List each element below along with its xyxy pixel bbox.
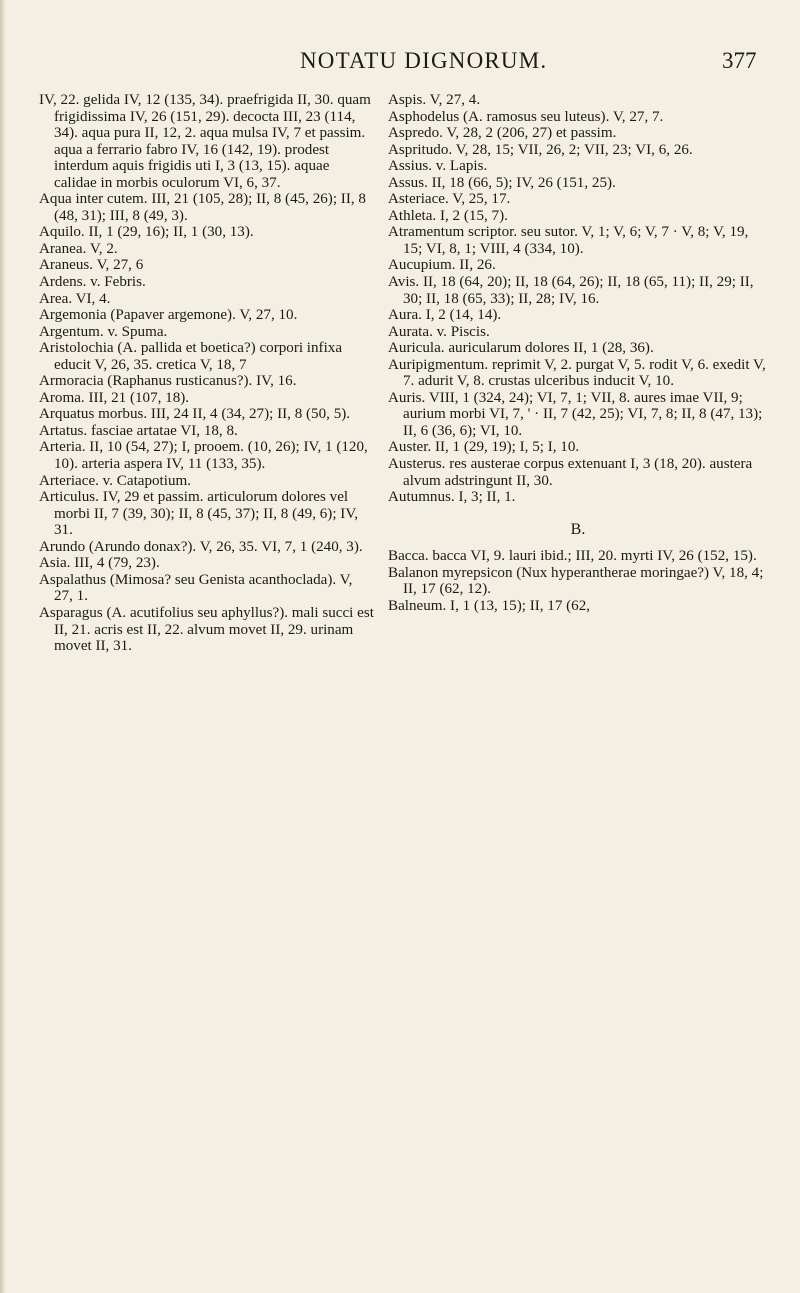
index-entry: Asparagus (A. acutifolius seu aphyllus?). mali succi est II, 21. acris est II, 22. alvum movet II, 29. urinam movet II, 31. <box>39 604 374 655</box>
index-entry: Aucupium. II, 26. <box>388 257 496 274</box>
index-entry: Arundo (Arundo donax?). V, 26, 35. VI, 7, 1 (240, 3). <box>39 538 363 555</box>
index-entry: Auster. II, 1 (29, 19); I, 5; I, 10. <box>388 439 580 456</box>
index-entry: Area. VI, 4. <box>39 290 111 307</box>
left-column <box>39 92 375 655</box>
index-entry: Aranea. V, 2. <box>39 240 118 257</box>
index-entry: Argentum. v. Spuma. <box>39 323 168 340</box>
index-entry: IV, 22. gelida IV, 12 (135, 34). praefrigida II, 30. quam frigidissima IV, 26 (151, 29). decocta III, 23 (114, 34). aqua pura II, 12, 2. aqua mulsa IV, 7 et passim. aqua a ferrario fabro IV, 16 (142, 19). prodest interdum aquis frigidis uti I, 3 (13, 15). aquae calidae in morbis oculorum VI, 6, 37. <box>39 92 371 191</box>
index-entry: Asteriace. V, 25, 17. <box>388 191 511 208</box>
index-entry: Articulus. IV, 29 et passim. articulorum dolores vel morbi II, 7 (39, 30); II, 8 (45, 37); II, 8 (49, 6); IV, 31. <box>39 489 359 539</box>
index-entry: Autumnus. I, 3; II, 1. <box>388 489 516 506</box>
index-entry: Balanon myrepsicon (Nux hyperantherae moringae?) V, 18, 4; II, 17 (62, 12). <box>388 564 764 598</box>
index-entry: Aspis. V, 27, 4. <box>388 92 481 108</box>
section-heading-b: B. <box>570 520 586 538</box>
index-entry: Auripigmentum. reprimit V, 2. purgat V, 5. rodit V, 6. exedit V, 7. adurit V, 8. crustas ulceribus inducit V, 10. <box>388 356 766 390</box>
index-entry: Aura. I, 2 (14, 14). <box>388 307 502 324</box>
index-entry: Arquatus morbus. III, 24 II, 4 (34, 27); II, 8 (50, 5). <box>39 406 351 423</box>
index-entry: Aspredo. V, 28, 2 (206, 27) et passim. <box>388 125 617 142</box>
index-entry: Auricula. auricularum dolores II, 1 (28, 36). <box>388 340 654 357</box>
index-entry: Austerus. res austerae corpus extenuant I, 3 (18, 20). austera alvum adstringunt II, 30. <box>388 456 753 489</box>
index-entry: Ardens. v. Febris. <box>39 274 146 291</box>
running-title: NOTATU DIGNORUM. <box>300 48 548 73</box>
index-entry: Arteria. II, 10 (54, 27); I, prooem. (10, 26); IV, 1 (120, 10). arteria aspera IV, 11 (133, 35). <box>39 439 368 473</box>
index-entry: Aqua inter cutem. III, 21 (105, 28); II, 8 (45, 26); II, 8 (48, 31); III, 8 (49, 3). <box>39 191 366 224</box>
index-entry: Argemonia (Papaver argemone). V, 27, 10. <box>39 307 298 324</box>
index-entry: Balneum. I, 1 (13, 15); II, 17 (62, <box>388 597 591 614</box>
page-edge-shadow <box>0 0 6 1293</box>
index-entry: Araneus. V, 27, 6 <box>39 257 144 274</box>
index-entry: Asia. III, 4 (79, 23). <box>39 555 160 572</box>
index-entry: Aristolochia (A. pallida et boetica?) corpori infixa educit V, 26, 35. cretica V, 18, 7 <box>39 340 343 373</box>
index-entry: Aurata. v. Piscis. <box>388 323 490 340</box>
index-entry: Bacca. bacca VI, 9. lauri ibid.; III, 20. myrti IV, 26 (152, 15). <box>388 548 757 565</box>
index-entry: Armoracia (Raphanus rusticanus?). IV, 16. <box>39 373 297 390</box>
index-entry: Avis. II, 18 (64, 20); II, 18 (64, 26); II, 18 (65, 11); II, 29; II, 30; II, 18 (65, 33); II, 28; IV, 16. <box>388 274 754 307</box>
page-number: 377 <box>722 48 757 73</box>
index-entry: Arteriace. v. Catapotium. <box>39 472 191 489</box>
index-entry: Asphodelus (A. ramosus seu luteus). V, 27, 7. <box>388 108 664 125</box>
index-entry: Auris. VIII, 1 (324, 24); VI, 7, 1; VII, 8. aures imae VII, 9; aurium morbi VI, 7, ' · II, 7 (42, 25); VI, 7, 8; II, 8 (47, 13); II, 6 (36, 6); VI, 10. <box>388 389 763 439</box>
index-entry: Aroma. III, 21 (107, 18). <box>39 389 190 406</box>
index-entry: Assus. II, 18 (66, 5); IV, 26 (151, 25). <box>388 174 616 191</box>
right-column <box>388 92 768 614</box>
index-entry: Atramentum scriptor. seu sutor. V, 1; V, 6; V, 7 · V, 8; V, 19, 15; VI, 8, 1; VIII, 4 (334, 10). <box>388 224 749 257</box>
index-entry: Athleta. I, 2 (15, 7). <box>388 207 508 224</box>
index-entry: Aspalathus (Mimosa? seu Genista acanthoclada). V, 27, 1. <box>39 571 353 605</box>
index-entry: Aspritudo. V, 28, 15; VII, 26, 2; VII, 23; VI, 6, 26. <box>388 141 693 158</box>
index-entry: Aquilo. II, 1 (29, 16); II, 1 (30, 13). <box>39 224 254 241</box>
page-header <box>0 48 800 82</box>
index-entry: Artatus. fasciae artatae VI, 18, 8. <box>39 422 238 439</box>
index-entry: Assius. v. Lapis. <box>388 158 488 175</box>
